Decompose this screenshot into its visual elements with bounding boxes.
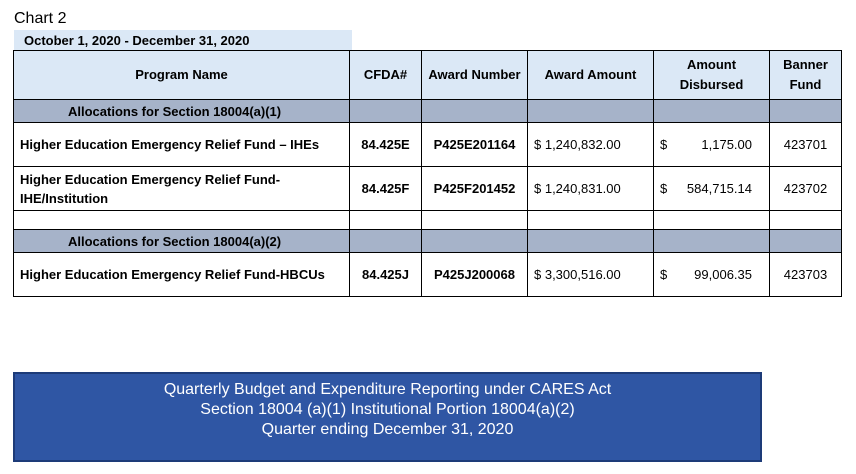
header-banner-fund: Banner Fund	[770, 51, 842, 100]
program-name-cell: Higher Education Emergency Relief Fund – IHEs	[14, 123, 350, 167]
header-program-name: Program Name	[14, 51, 350, 100]
disbursed-value: 99,006.35	[694, 267, 752, 282]
award-number-cell: P425E201164	[422, 123, 528, 167]
banner-fund-cell: 423702	[770, 167, 842, 211]
report-footer-banner	[13, 372, 762, 462]
award-number-cell: P425F201452	[422, 167, 528, 211]
section-row	[14, 100, 842, 123]
amount-disbursed-cell	[654, 167, 770, 211]
header-amount-disbursed: Amount Disbursed	[654, 51, 770, 100]
section-label: Allocations for Section 18004(a)(1)	[14, 100, 350, 123]
header-award-number: Award Number	[422, 51, 528, 100]
blank-row	[14, 211, 842, 230]
cfda-cell: 84.425E	[350, 123, 422, 167]
currency-symbol: $	[660, 267, 668, 282]
award-amount-cell: $ 1,240,832.00	[528, 123, 654, 167]
footer-line-3: Quarter ending December 31, 2020	[261, 421, 514, 438]
table-header-row	[14, 51, 842, 100]
award-amount-cell: $ 3,300,516.00	[528, 253, 654, 297]
disbursed-value: 1,175.00	[701, 137, 752, 152]
section-label: Allocations for Section 18004(a)(2)	[14, 230, 350, 253]
cfda-cell: 84.425F	[350, 167, 422, 211]
amount-disbursed-cell	[654, 123, 770, 167]
allocations-table	[13, 50, 842, 297]
section-row	[14, 230, 842, 253]
cfda-cell: 84.425J	[350, 253, 422, 297]
currency-symbol: $	[660, 137, 668, 152]
banner-fund-cell: 423701	[770, 123, 842, 167]
table-row	[14, 167, 842, 211]
footer-line-2: Section 18004 (a)(1) Institutional Portion 18004(a)(2)	[200, 401, 575, 418]
program-name-cell: Higher Education Emergency Relief Fund-HBCUs	[14, 253, 350, 297]
header-cfda: CFDA#	[350, 51, 422, 100]
reporting-period: October 1, 2020 - December 31, 2020	[14, 30, 352, 50]
chart-title: Chart 2	[14, 10, 67, 27]
table-row	[14, 123, 842, 167]
award-number-cell: P425J200068	[422, 253, 528, 297]
amount-disbursed-cell	[654, 253, 770, 297]
banner-fund-cell: 423703	[770, 253, 842, 297]
currency-symbol: $	[660, 181, 668, 196]
disbursed-value: 584,715.14	[686, 181, 752, 196]
footer-line-1: Quarterly Budget and Expenditure Reporting under CARES Act	[163, 381, 612, 398]
header-award-amount: Award Amount	[528, 51, 654, 100]
table-row	[14, 253, 842, 297]
award-amount-cell: $ 1,240,831.00	[528, 167, 654, 211]
program-name-cell: Higher Education Emergency Relief Fund- IHE/Institution	[14, 167, 350, 211]
